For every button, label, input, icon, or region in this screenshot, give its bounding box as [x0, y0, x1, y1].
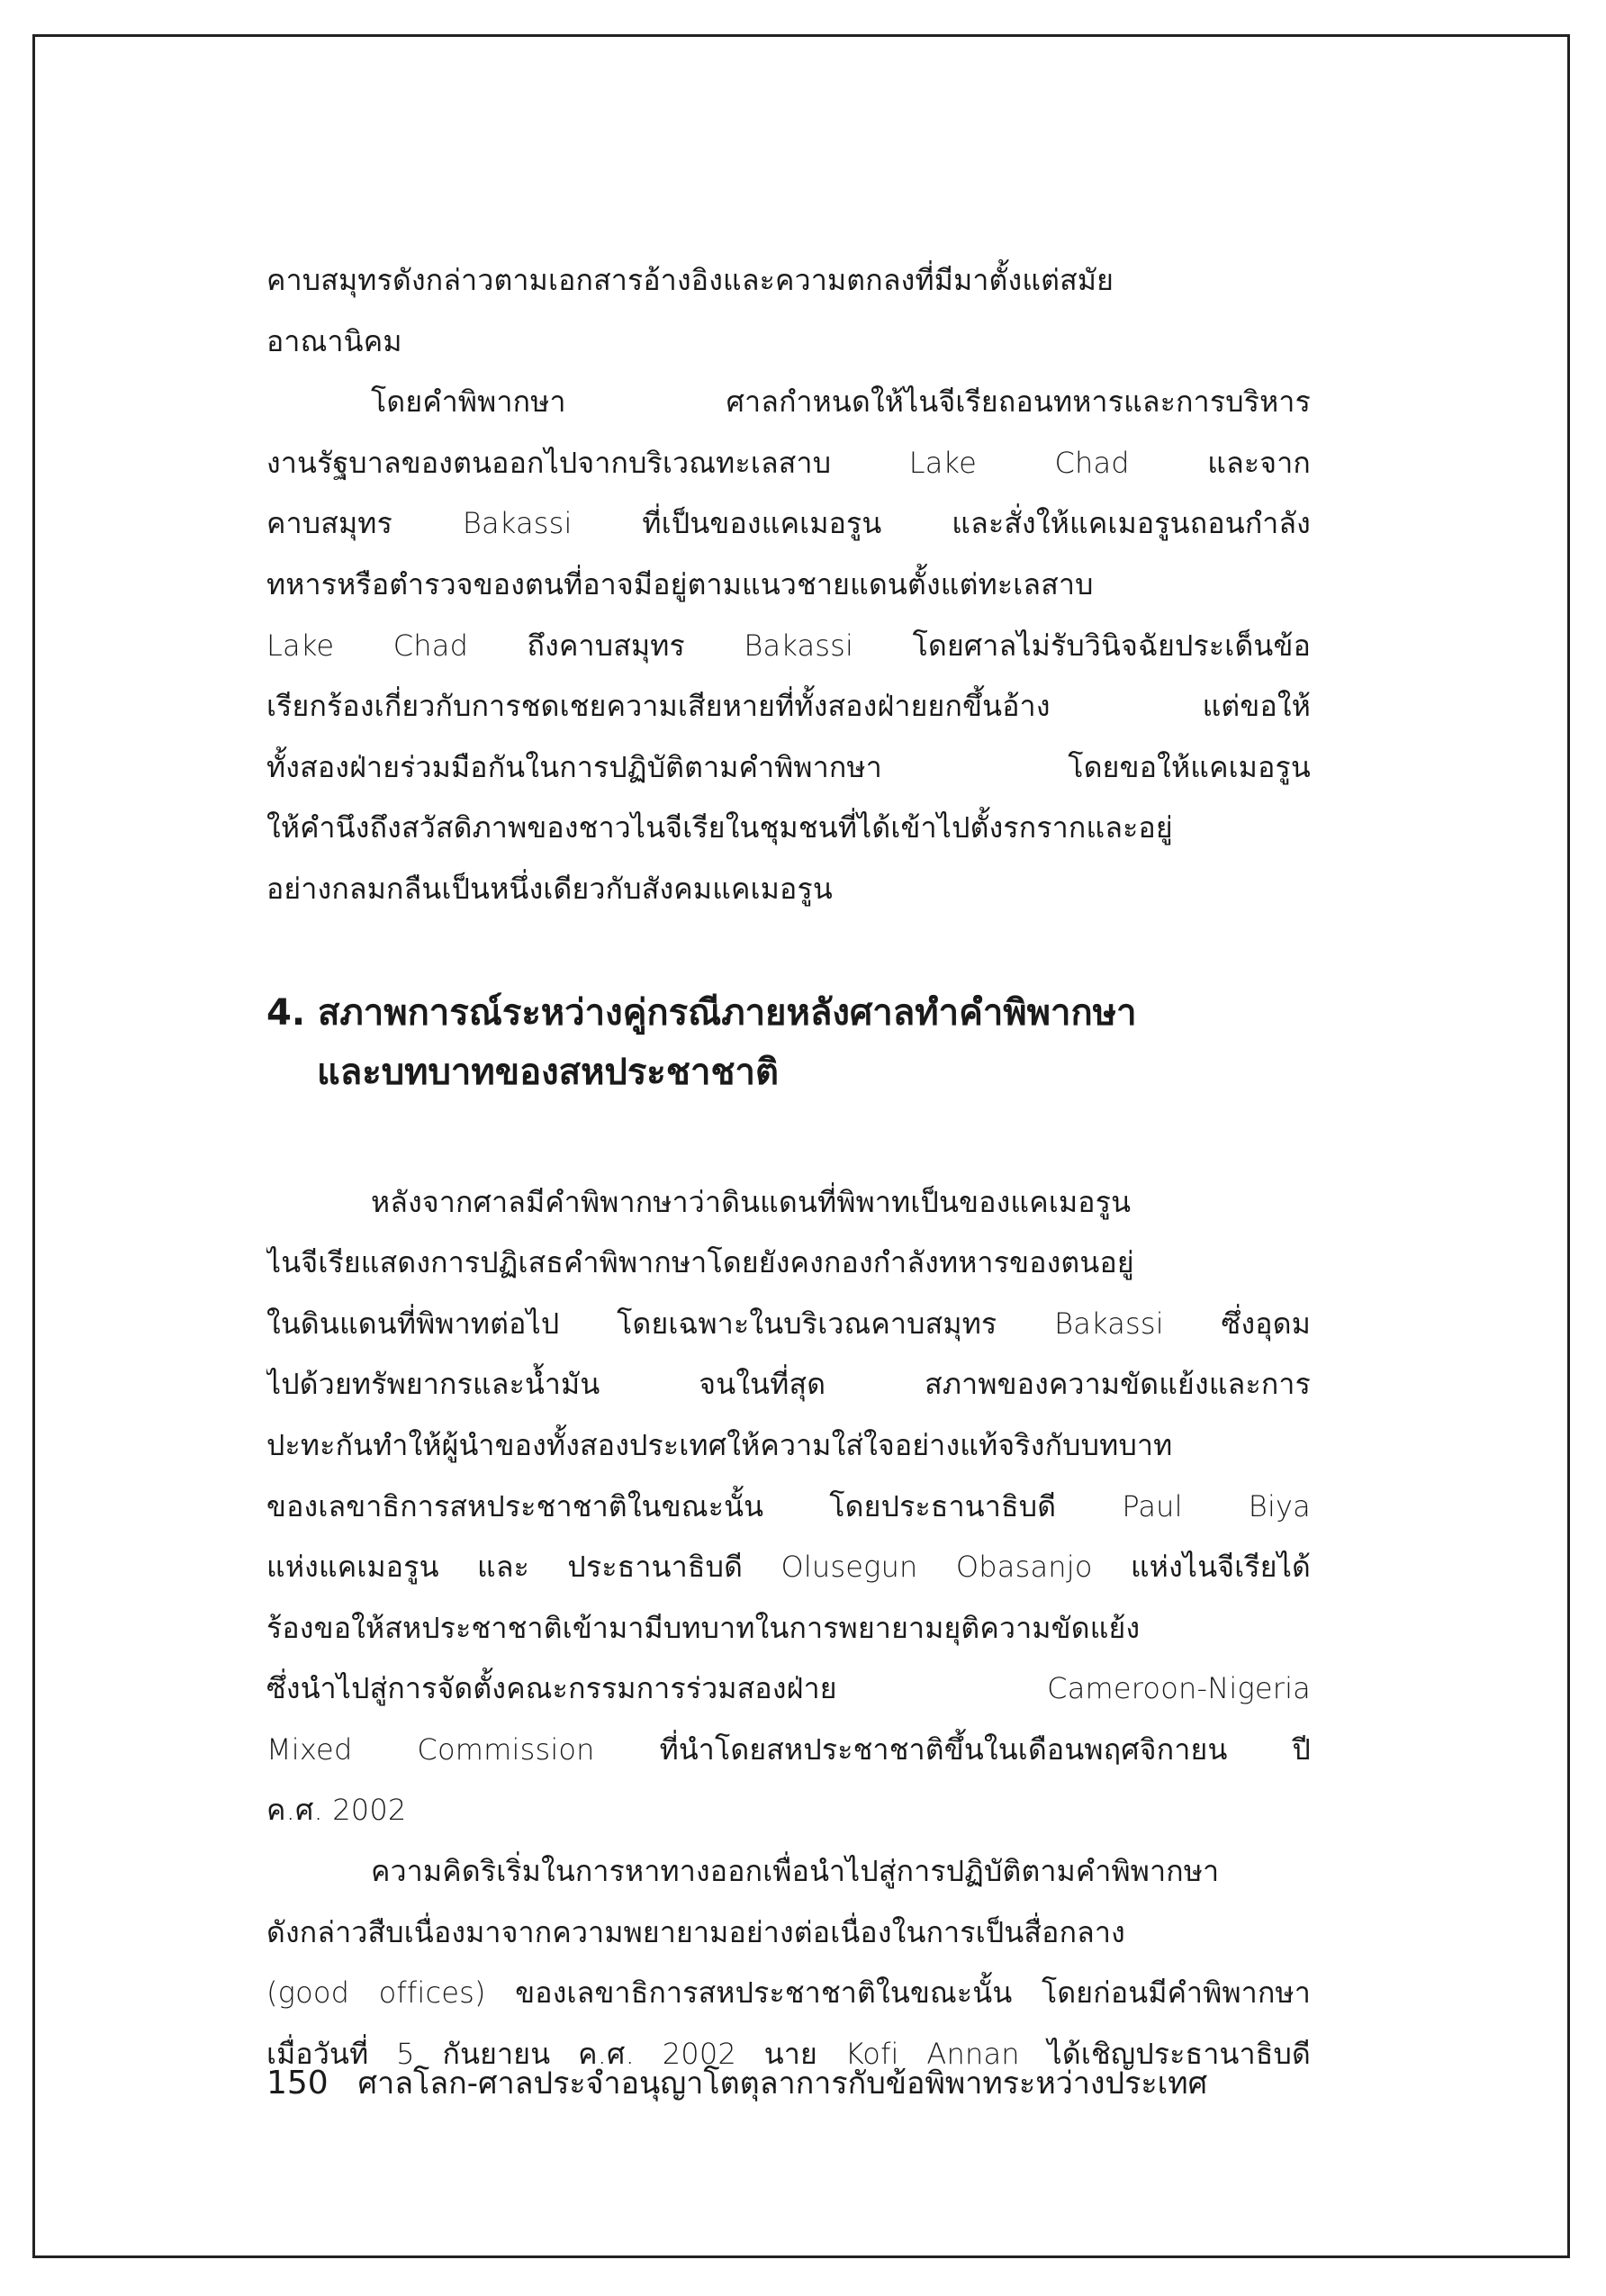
text-line: แห่งแคเมอรูน และ ประธานาธิบดี Olusegun Obasanjo แห่งไนจีเรียได้ [266, 1550, 1311, 1585]
text-line: ทั้งสองฝ่ายร่วมมือกันในการปฏิบัติตามคำพิพากษา โดยขอให้แคเมอรูน [266, 749, 1311, 784]
section-heading-line-1: 4. สภาพการณ์ระหว่างคู่กรณีภายหลังศาลทำคำพิพากษา [266, 991, 1137, 1034]
text-line: ร้องขอให้สหประชาชาติเข้ามามีบทบาทในการพยายามยุติความขัดแย้ง [266, 1610, 1141, 1645]
paragraph-2 [266, 372, 1311, 919]
text-line: อาณานิคม [266, 323, 402, 358]
text-line: Mixed Commission ที่นำโดยสหประชาชาติขึ้นในเดือนพฤศจิกายน ปี [266, 1731, 1311, 1767]
text-line: เรียกร้องเกี่ยวกับการชดเชยความเสียหายที่ทั้งสองฝ่ายยกขึ้นอ้าง แต่ขอให้ [266, 689, 1311, 724]
page-number: 150 [266, 2065, 329, 2102]
paragraph-3 [266, 1172, 1311, 1842]
text-line: ความคิดริเริ่มในการหาทางออกเพื่อนำไปสู่การปฏิบัติตามคำพิพากษา [371, 1854, 1220, 1889]
page-footer [266, 2058, 1207, 2107]
paragraph-4 [266, 1841, 1311, 2084]
text-line: อย่างกลมกลืนเป็นหนึ่งเดียวกับสังคมแคเมอรูน [266, 871, 833, 906]
text-line: ดังกล่าวสืบเนื่องมาจากความพยายามอย่างต่อเนื่องในการเป็นสื่อกลาง [266, 1914, 1125, 1949]
book-title: ศาลโลก-ศาลประจำอนุญาโตตุลาการกับข้อพิพาทระหว่างประเทศ [357, 2065, 1208, 2102]
text-line: คาบสมุทร Bakassi ที่เป็นของแคเมอรูน และสั่งให้แคเมอรูนถอนกำลัง [266, 506, 1311, 541]
page-content [266, 250, 1311, 2084]
text-line: คาบสมุทรดังกล่าวตามเอกสารอ้างอิงและความตกลงที่มีมาตั้งแต่สมัย [266, 263, 1114, 297]
text-line: ค.ศ. 2002 [266, 1793, 407, 1828]
text-line: ไปด้วยทรัพยากรและน้ำมัน จนในที่สุด สภาพของความขัดแย้งและการ [266, 1367, 1311, 1402]
text-line: ของเลขาธิการสหประชาชาติในขณะนั้น โดยประธานาธิบดี Paul Biya [266, 1488, 1311, 1523]
text-line: ไนจีเรียแสดงการปฏิเสธคำพิพากษาโดยยังคงกองกำลังทหารของตนอยู่ [266, 1245, 1134, 1280]
text-line: (good offices) ของเลขาธิการสหประชาชาติในขณะนั้น โดยก่อนมีคำพิพากษา [266, 1975, 1311, 2011]
text-line: ให้คำนึงถึงสวัสดิภาพของชาวไนจีเรียในชุมชนที่ได้เข้าไปตั้งรกรากและอยู่ [266, 810, 1173, 845]
text-line: งานรัฐบาลของตนออกไปจากบริเวณทะเลสาบ Lake Chad และจาก [266, 445, 1311, 480]
text-line: ซึ่งนำไปสู่การจัดตั้งคณะกรรมการร่วมสองฝ่าย Cameroon-Nigeria [266, 1671, 1311, 1706]
text-line: เมื่อวันที่ 5 กันยายน ค.ศ. 2002 นาย Kofi Annan ได้เชิญประธานาธิบดี [266, 2036, 1311, 2071]
text-line: ในดินแดนที่พิพาทต่อไป โดยเฉพาะในบริเวณคาบสมุทร Bakassi ซึ่งอุดม [266, 1306, 1311, 1341]
section-heading [266, 983, 1311, 1102]
text-line: ปะทะกันทำให้ผู้นำของทั้งสองประเทศให้ความใส่ใจอย่างแท้จริงกับบทบาท [266, 1427, 1173, 1462]
section-heading-line-2: และบทบาทของสหประชาชาติ [317, 1051, 779, 1093]
text-line: ทหารหรือตำรวจของตนที่อาจมีอยู่ตามแนวชายแดนตั้งแต่ทะเลสาบ [266, 566, 1094, 601]
text-line: Lake Chad ถึงคาบสมุทร Bakassi โดยศาลไม่รับวินิจฉัยประเด็นข้อ [266, 628, 1311, 663]
text-line: หลังจากศาลมีคำพิพากษาว่าดินแดนที่พิพาทเป็นของแคเมอรูน [371, 1184, 1132, 1219]
text-line: โดยคำพิพากษา ศาลกำหนดให้ไนจีเรียถอนทหารและการบริหาร [371, 384, 1311, 420]
paragraph-1 [266, 250, 1311, 372]
